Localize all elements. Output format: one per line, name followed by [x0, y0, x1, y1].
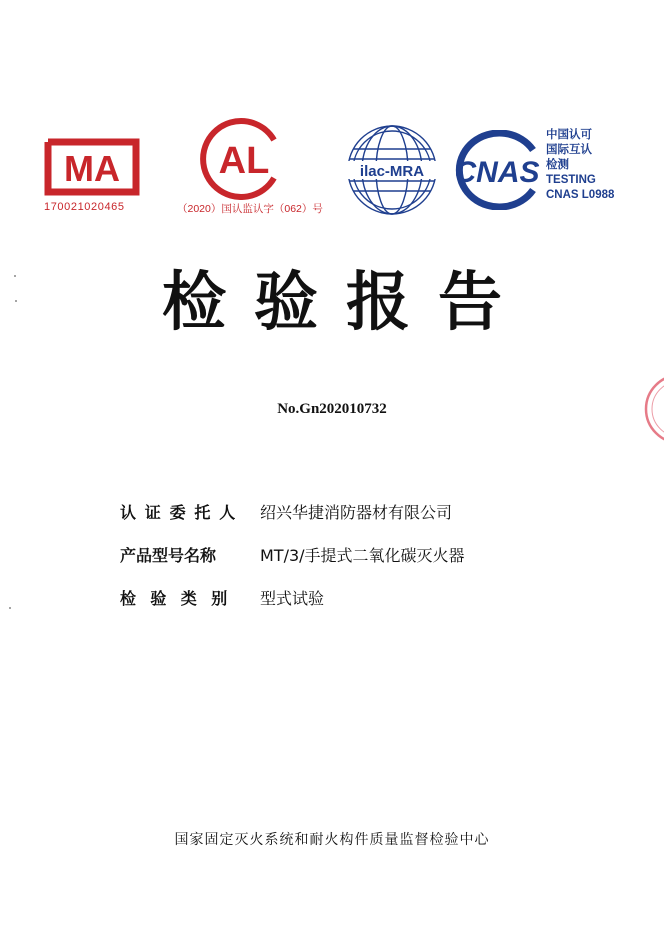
type-label: 检验类别	[120, 589, 242, 608]
cnas-line: 中国认可	[546, 129, 592, 141]
cnas-line: 检测	[546, 159, 569, 171]
issuing-organization: 国家固定灭火系统和耐火构件质量监督检验中心	[174, 832, 490, 848]
cal-logo-text: AL	[218, 140, 270, 182]
scan-speck	[14, 275, 16, 277]
cma-logo-text: MA	[64, 148, 120, 189]
cma-code: 170021020465	[44, 201, 125, 213]
cal-logo	[196, 116, 292, 200]
cal-code: （2020）国认监认字（062）号	[177, 203, 323, 215]
client-row	[120, 490, 465, 533]
cnas-logo	[447, 130, 543, 210]
cma-logo	[40, 130, 144, 205]
cnas-line: 国际互认	[546, 144, 592, 156]
cnas-line: CNAS L0988	[546, 189, 615, 201]
cnas-accreditation-text	[546, 128, 614, 203]
report-number: No.Gn202010732	[277, 401, 387, 417]
client-label: 认证委托人	[120, 503, 245, 522]
scan-speck	[9, 607, 11, 609]
ilac-mra-text: ilac-MRA	[359, 163, 425, 180]
model-label: 产品型号名称	[120, 546, 217, 565]
client-value: 绍兴华捷消防器材有限公司	[260, 503, 453, 522]
report-title: 检验报告	[162, 266, 530, 340]
ilac-mra-logo	[343, 121, 441, 219]
scan-speck	[15, 300, 17, 302]
report-info	[120, 490, 465, 619]
model-row	[120, 533, 465, 576]
cnas-line: TESTING	[546, 174, 596, 186]
cnas-logo-text: CNAS	[454, 156, 540, 189]
partial-seal-stamp	[640, 370, 664, 448]
type-row	[120, 576, 465, 619]
type-value: 型式试验	[260, 589, 325, 608]
model-value: MT/3/手提式二氧化碳灭火器	[260, 546, 465, 565]
